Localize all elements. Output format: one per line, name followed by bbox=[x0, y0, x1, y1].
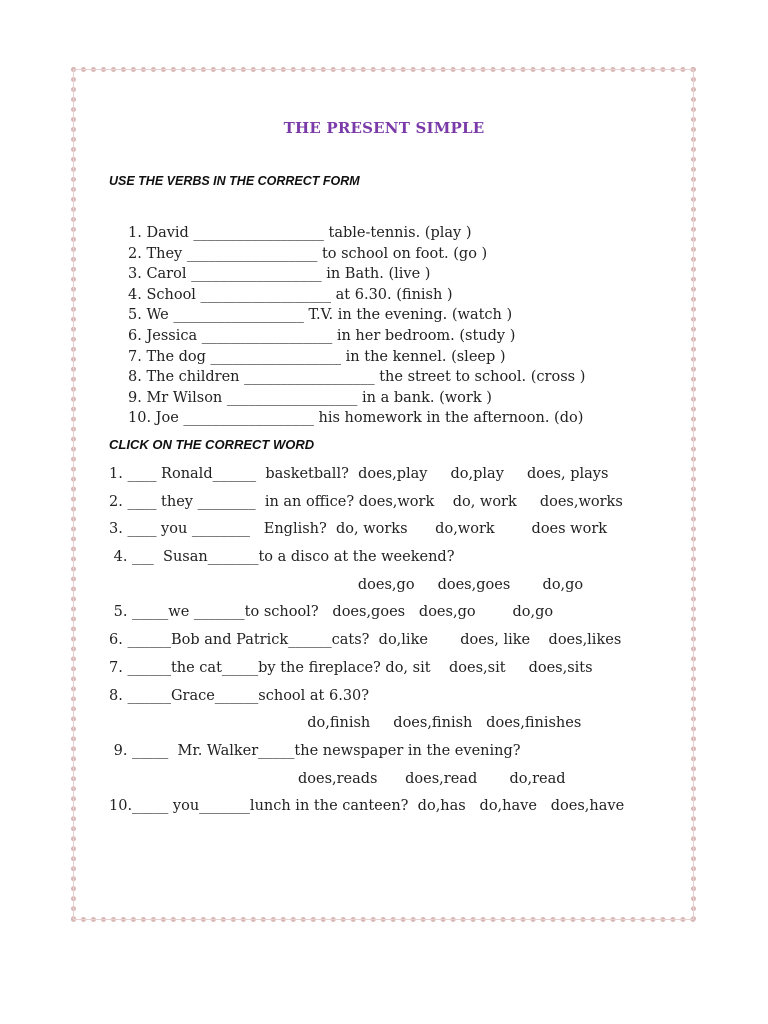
question-line: 4. ___ Susan_______to a disco at the weekend? bbox=[109, 549, 455, 566]
worksheet-title: THE PRESENT SIMPLE bbox=[283, 119, 485, 137]
exercise-item: 1. David __________________ table-tennis. (play ) bbox=[128, 225, 472, 241]
section2-heading: CLICK ON THE CORRECT WORD bbox=[109, 437, 315, 452]
question-line: 6. ______Bob and Patrick______cats? do,like does, like does,likes bbox=[109, 632, 622, 649]
exercise-item: 7. The dog __________________ in the kennel. (sleep ) bbox=[128, 348, 506, 365]
answer-options-line[interactable]: does,reads does,read do,read bbox=[109, 770, 566, 787]
section1-heading: USE THE VERBS IN THE CORRECT FORM bbox=[109, 174, 360, 188]
question-line: 8. ______Grace______school at 6.30? bbox=[109, 687, 370, 704]
verbs-exercise-list bbox=[128, 223, 688, 429]
question-line: 5. _____we _______to school? does,goes does,go do,go bbox=[109, 604, 554, 621]
exercise-item: 9. Mr Wilson __________________ in a bank. (work ) bbox=[128, 389, 492, 406]
exercise-item: 4. School __________________ at 6.30. (finish ) bbox=[128, 286, 453, 303]
question-line: 7. ______the cat_____by the fireplace? do, sit does,sit does,sits bbox=[109, 659, 593, 676]
answer-options-line[interactable]: do,finish does,finish does,finishes bbox=[109, 715, 582, 732]
question-line: 9. _____ Mr. Walker_____the newspaper in the evening? bbox=[109, 742, 521, 759]
question-line: 3. ____ you ________ English? do, works do,work does work bbox=[109, 521, 608, 538]
exercise-item: 10. Joe __________________ his homework in the afternoon. (do) bbox=[128, 410, 584, 427]
question-line: 1. ____ Ronald______ basketball? does,play do,play does, plays bbox=[109, 466, 609, 482]
answer-options-line[interactable]: does,go does,goes do,go bbox=[109, 576, 584, 593]
exercise-item: 5. We __________________ T.V. in the evening. (watch ) bbox=[128, 307, 513, 324]
exercise-item: 8. The children __________________ the street to school. (cross ) bbox=[128, 369, 586, 386]
exercise-item: 2. They __________________ to school on foot. (go ) bbox=[128, 245, 488, 262]
exercise-item: 6. Jessica __________________ in her bedroom. (study ) bbox=[128, 327, 516, 344]
question-line: 2. ____ they ________ in an office? does,work do, work does,works bbox=[109, 493, 623, 510]
exercise-item: 3. Carol __________________ in Bath. (live ) bbox=[128, 266, 431, 283]
click-word-exercise bbox=[109, 461, 689, 821]
question-line: 10._____ you_______lunch in the canteen? do,has do,have does,have bbox=[109, 798, 625, 815]
